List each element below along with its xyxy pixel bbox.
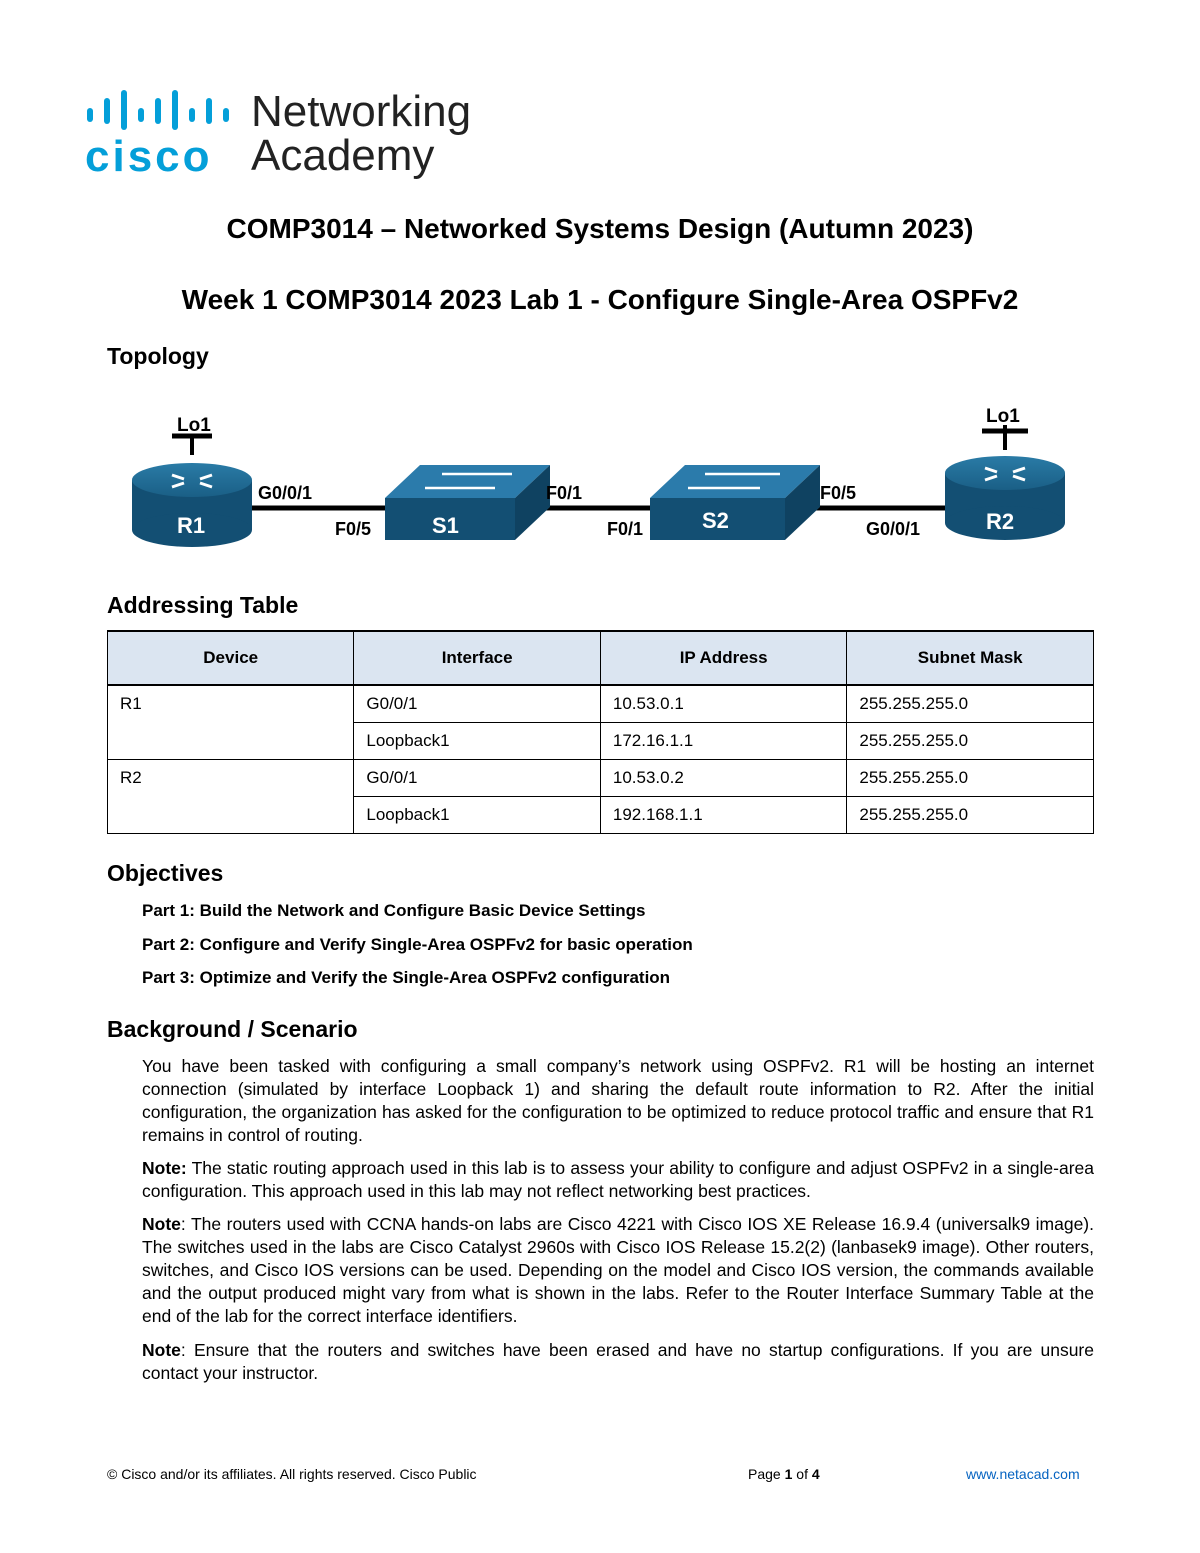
note-label: Note — [142, 1214, 181, 1234]
switch-s2-icon — [650, 465, 820, 540]
s1-f05-label: F0/5 — [335, 519, 372, 539]
cisco-networking-academy-logo — [85, 88, 485, 183]
topology-heading: Topology — [107, 343, 209, 369]
cell-ip: 172.16.1.1 — [600, 723, 847, 760]
r2-lo1-label: Lo1 — [986, 406, 1020, 427]
s1-f01-label: F0/1 — [546, 483, 583, 503]
page-label: Page — [748, 1466, 785, 1482]
topology-diagram — [120, 395, 1080, 560]
r2-label: R2 — [986, 509, 1015, 534]
document-title: COMP3014 – Networked Systems Design (Autumn 2023) — [226, 213, 974, 244]
objective-part2: Part 2: Configure and Verify Single-Area OSPFv2 for basic operation — [142, 935, 693, 954]
page-total: 4 — [811, 1466, 820, 1482]
col-ip: IP Address — [600, 631, 847, 685]
note-static-routing — [142, 1157, 1094, 1203]
addressing-table — [107, 630, 1094, 834]
table-row — [108, 760, 1094, 797]
background-heading: Background / Scenario — [107, 1016, 358, 1042]
objective-part3: Part 3: Optimize and Verify the Single-Area OSPFv2 configuration — [142, 968, 671, 987]
note-label: Note: — [142, 1158, 187, 1178]
addressing-heading: Addressing Table — [107, 592, 299, 618]
note-label: Note — [142, 1340, 181, 1360]
cell-mask: 255.255.255.0 — [847, 797, 1094, 834]
cell-device: R2 — [108, 760, 354, 834]
cell-interface: Loopback1 — [354, 797, 600, 834]
r2-g001-label: G0/0/1 — [866, 519, 921, 539]
r1-label: R1 — [177, 513, 206, 538]
document-subtitle: Week 1 COMP3014 2023 Lab 1 - Configure Single-Area OSPFv2 — [181, 284, 1019, 315]
cell-interface: Loopback1 — [354, 723, 600, 760]
note-erase — [142, 1339, 1094, 1385]
objective-part1: Part 1: Build the Network and Configure Basic Device Settings — [142, 901, 646, 920]
logo-line2: Academy — [251, 131, 435, 180]
logo-line1: Networking — [251, 87, 472, 136]
footer-url-link[interactable]: www.netacad.com — [966, 1466, 1080, 1482]
background-intro: You have been tasked with configuring a small company’s network using OSPFv2. R1 will be hosting an internet connection (simulated by interface Loopback 1) and sharing the default route information to R2. After the initial configuration, the organization has asked for the configuration to be optimized to reduce protocol traffic and ensure that R1 remains in control of routing. — [142, 1056, 1094, 1145]
s2-f05-label: F0/5 — [820, 483, 857, 503]
col-device: Device — [108, 631, 354, 685]
s2-f01-label: F0/1 — [607, 519, 644, 539]
footer-page-number — [748, 1466, 820, 1482]
cell-interface: G0/0/1 — [354, 760, 600, 797]
page-current: 1 — [784, 1466, 793, 1482]
cell-device: R1 — [108, 685, 354, 760]
cell-mask: 255.255.255.0 — [847, 685, 1094, 723]
r1-lo1-label: Lo1 — [177, 415, 211, 436]
col-interface: Interface — [354, 631, 600, 685]
footer-copyright: © Cisco and/or its affiliates. All rights reserved. Cisco Public — [107, 1466, 477, 1482]
page-of: of — [792, 1466, 812, 1482]
cisco-bars-icon — [87, 90, 237, 130]
note-hardware — [142, 1213, 1094, 1328]
s1-label: S1 — [432, 513, 459, 538]
note-text: : The routers used with CCNA hands-on labs are Cisco 4221 with Cisco IOS XE Release 16.9.4 (universalk9 image). The switches used in the labs are Cisco Catalyst 2960s with Cisco IOS Release 15.2(2) (lanbasek9 image). Other routers, switches, and Cisco IOS versions can be used. Depending on the model and Cisco IOS version, the commands available and the output produced might vary from what is shown in the labs. Refer to the Router Interface Summary Table at the end of the lab for the correct interface identifiers. — [142, 1214, 1094, 1326]
s2-label: S2 — [702, 508, 729, 533]
cell-ip: 192.168.1.1 — [600, 797, 847, 834]
objectives-heading: Objectives — [107, 860, 224, 886]
cell-interface: G0/0/1 — [354, 685, 600, 723]
cell-mask: 255.255.255.0 — [847, 723, 1094, 760]
col-mask: Subnet Mask — [847, 631, 1094, 685]
cell-ip: 10.53.0.1 — [600, 685, 847, 723]
note-text: : Ensure that the routers and switches have been erased and have no startup configurations. If you are unsure contact your instructor. — [142, 1340, 1094, 1383]
table-row — [108, 685, 1094, 723]
r1-g001-label: G0/0/1 — [258, 483, 313, 503]
switch-s1-icon — [385, 465, 550, 540]
table-header-row — [108, 631, 1094, 685]
cell-ip: 10.53.0.2 — [600, 760, 847, 797]
cell-mask: 255.255.255.0 — [847, 760, 1094, 797]
logo-brand: cisco — [85, 132, 213, 181]
note-text: The static routing approach used in this lab is to assess your ability to configure and adjust OSPFv2 in a single-area configuration. This approach used in this lab may not reflect networking best practices. — [142, 1158, 1094, 1201]
